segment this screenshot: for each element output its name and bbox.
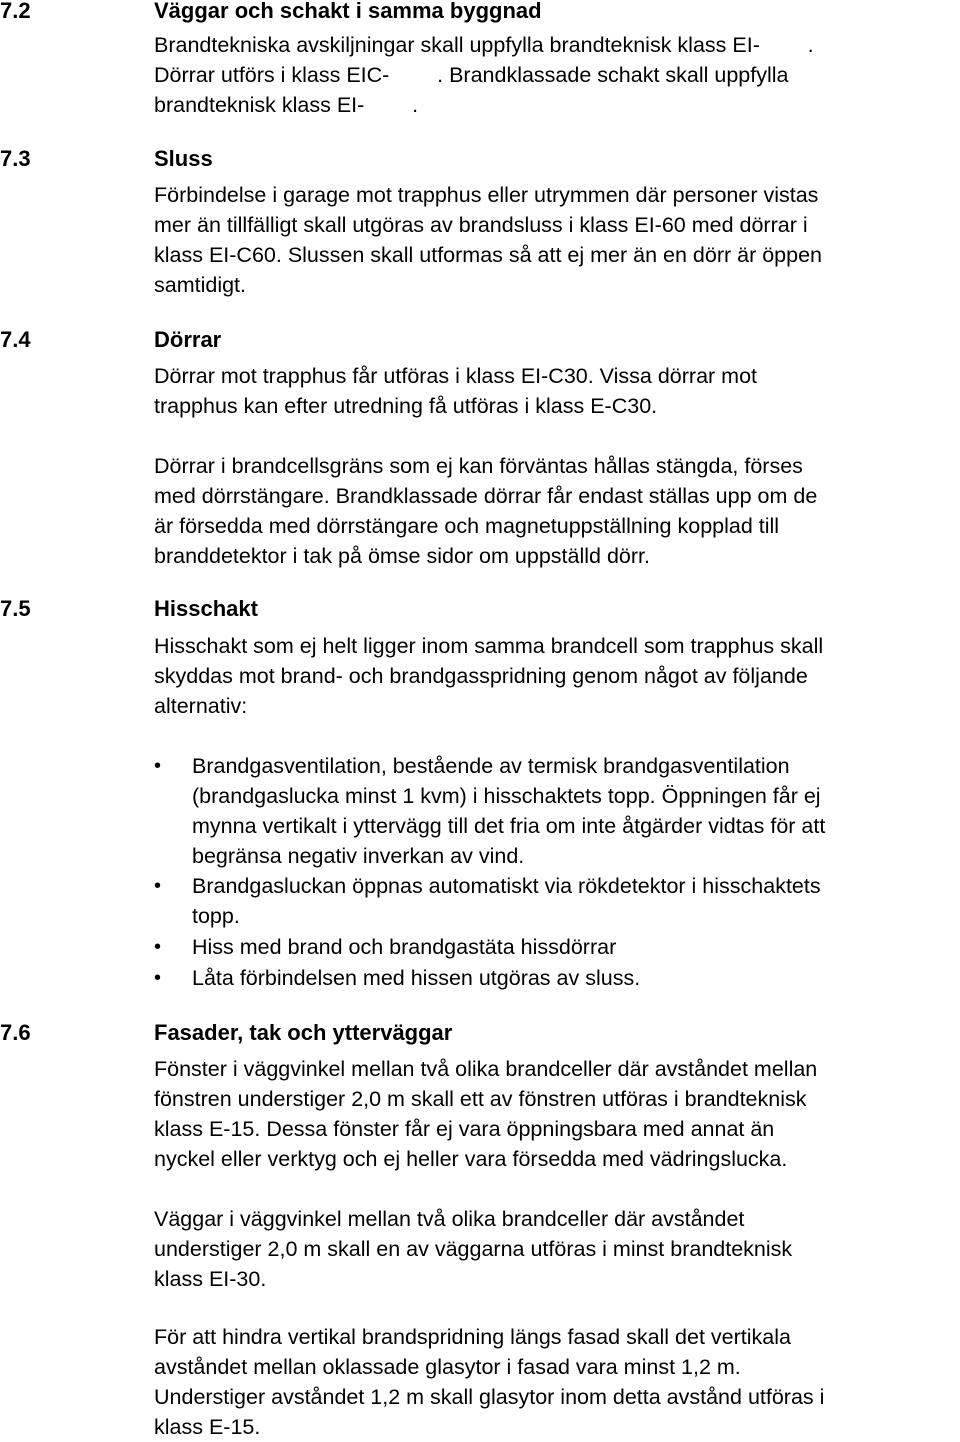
text-line: Brandgasventilation, bestående av termisk brandgasventilation bbox=[192, 754, 790, 778]
section-7-6-paragraph-1 bbox=[154, 1054, 960, 1174]
section-number-7-6: 7.6 bbox=[0, 1020, 31, 1045]
text-line: Hiss med brand och brandgastäta hissdörrar bbox=[192, 935, 617, 959]
bullet-icon: • bbox=[154, 967, 162, 989]
section-heading-7-6: Fasader, tak och ytterväggar bbox=[154, 1020, 453, 1045]
text-line: branddetektor i tak på ömse sidor om uppställd dörr. bbox=[154, 544, 650, 568]
bullet-icon: • bbox=[154, 875, 162, 897]
list-item-text bbox=[192, 932, 960, 962]
text-line: Brandgasluckan öppnas automatiskt via rökdetektor i hisschaktets bbox=[192, 874, 821, 898]
text-line: begränsa negativ inverkan av vind. bbox=[192, 844, 525, 868]
section-heading-7-2: Väggar och schakt i samma byggnad bbox=[154, 0, 542, 23]
list-item bbox=[154, 751, 960, 871]
text-line: topp. bbox=[192, 904, 240, 928]
list-item-text bbox=[192, 963, 960, 993]
text-line: Dörrar i brandcellsgräns som ej kan förväntas hållas stängda, förses bbox=[154, 454, 803, 478]
text-line: klass EI-C60. Slussen skall utformas så att ej mer än en dörr är öppen bbox=[154, 243, 823, 267]
text-line: skyddas mot brand- och brandgasspridning genom något av följande bbox=[154, 664, 808, 688]
section-7-5-intro bbox=[154, 631, 960, 721]
section-heading-7-4: Dörrar bbox=[154, 327, 222, 352]
text-line: fönstren understiger 2,0 m skall ett av fönstren utföras i brandteknisk bbox=[154, 1087, 807, 1111]
bullet-icon: • bbox=[154, 936, 162, 958]
text-line: Brandtekniska avskiljningar skall uppfylla brandteknisk klass EI- . bbox=[154, 33, 814, 57]
section-7-3-paragraph bbox=[154, 180, 960, 300]
text-line: (brandgaslucka minst 1 kvm) i hisschaktets topp. Öppningen får ej bbox=[192, 784, 821, 808]
section-number-7-4: 7.4 bbox=[0, 327, 31, 352]
bullet-icon: • bbox=[154, 755, 162, 777]
list-item-text bbox=[192, 751, 960, 871]
text-line: mynna vertikalt i yttervägg till det fria om inte åtgärder vidtas för att bbox=[192, 814, 826, 838]
section-7-2-paragraph bbox=[154, 30, 960, 120]
text-line: Väggar i väggvinkel mellan två olika brandceller där avståndet bbox=[154, 1207, 745, 1231]
text-line: klass E-15. Dessa fönster får ej vara öppningsbara med annat än bbox=[154, 1117, 775, 1141]
list-item bbox=[154, 871, 960, 931]
text-line: samtidigt. bbox=[154, 273, 247, 297]
section-number-7-2: 7.2 bbox=[0, 0, 31, 23]
text-line: Fönster i väggvinkel mellan två olika brandceller där avståndet mellan bbox=[154, 1057, 818, 1081]
text-line: Låta förbindelsen med hissen utgöras av sluss. bbox=[192, 966, 641, 990]
text-line: Förbindelse i garage mot trapphus eller utrymmen där personer vistas bbox=[154, 183, 819, 207]
section-7-6-paragraph-2 bbox=[154, 1204, 960, 1294]
text-line: Dörrar utförs i klass EIC- . Brandklassade schakt skall uppfylla bbox=[154, 63, 789, 87]
text-line: För att hindra vertikal brandspridning längs fasad skall det vertikala bbox=[154, 1325, 791, 1349]
text-line: understiger 2,0 m skall en av väggarna utföras i minst brandteknisk bbox=[154, 1237, 793, 1261]
list-item-text bbox=[192, 871, 960, 931]
list-item bbox=[154, 963, 960, 993]
section-number-7-5: 7.5 bbox=[0, 596, 31, 621]
text-line: Hisschakt som ej helt ligger inom samma brandcell som trapphus skall bbox=[154, 634, 824, 658]
text-line: Dörrar mot trapphus får utföras i klass EI-C30. Vissa dörrar mot bbox=[154, 364, 758, 388]
list-item bbox=[154, 932, 960, 962]
section-heading-7-5: Hisschakt bbox=[154, 596, 258, 621]
section-heading-7-3: Sluss bbox=[154, 146, 213, 171]
text-line: avståndet mellan oklassade glasytor i fasad vara minst 1,2 m. bbox=[154, 1355, 741, 1379]
text-line: Understiger avståndet 1,2 m skall glasytor inom detta avstånd utföras i bbox=[154, 1385, 825, 1409]
text-line: med dörrstängare. Brandklassade dörrar får endast ställas upp om de bbox=[154, 484, 818, 508]
text-line: brandteknisk klass EI- . bbox=[154, 93, 419, 117]
section-number-7-3: 7.3 bbox=[0, 146, 31, 171]
text-line: är försedda med dörrstängare och magnetuppställning kopplad till bbox=[154, 514, 780, 538]
text-line: klass EI-30. bbox=[154, 1267, 267, 1291]
section-7-6-paragraph-3 bbox=[154, 1322, 960, 1442]
text-line: nyckel eller verktyg och ej heller vara försedda med vädringslucka. bbox=[154, 1147, 788, 1171]
section-7-4-paragraph-1 bbox=[154, 361, 960, 421]
text-line: klass E-15. bbox=[154, 1415, 261, 1439]
text-line: alternativ: bbox=[154, 694, 248, 718]
section-7-4-paragraph-2 bbox=[154, 451, 960, 571]
text-line: trapphus kan efter utredning få utföras i klass E-C30. bbox=[154, 394, 658, 418]
text-line: mer än tillfälligt skall utgöras av brandsluss i klass EI-60 med dörrar i bbox=[154, 213, 808, 237]
